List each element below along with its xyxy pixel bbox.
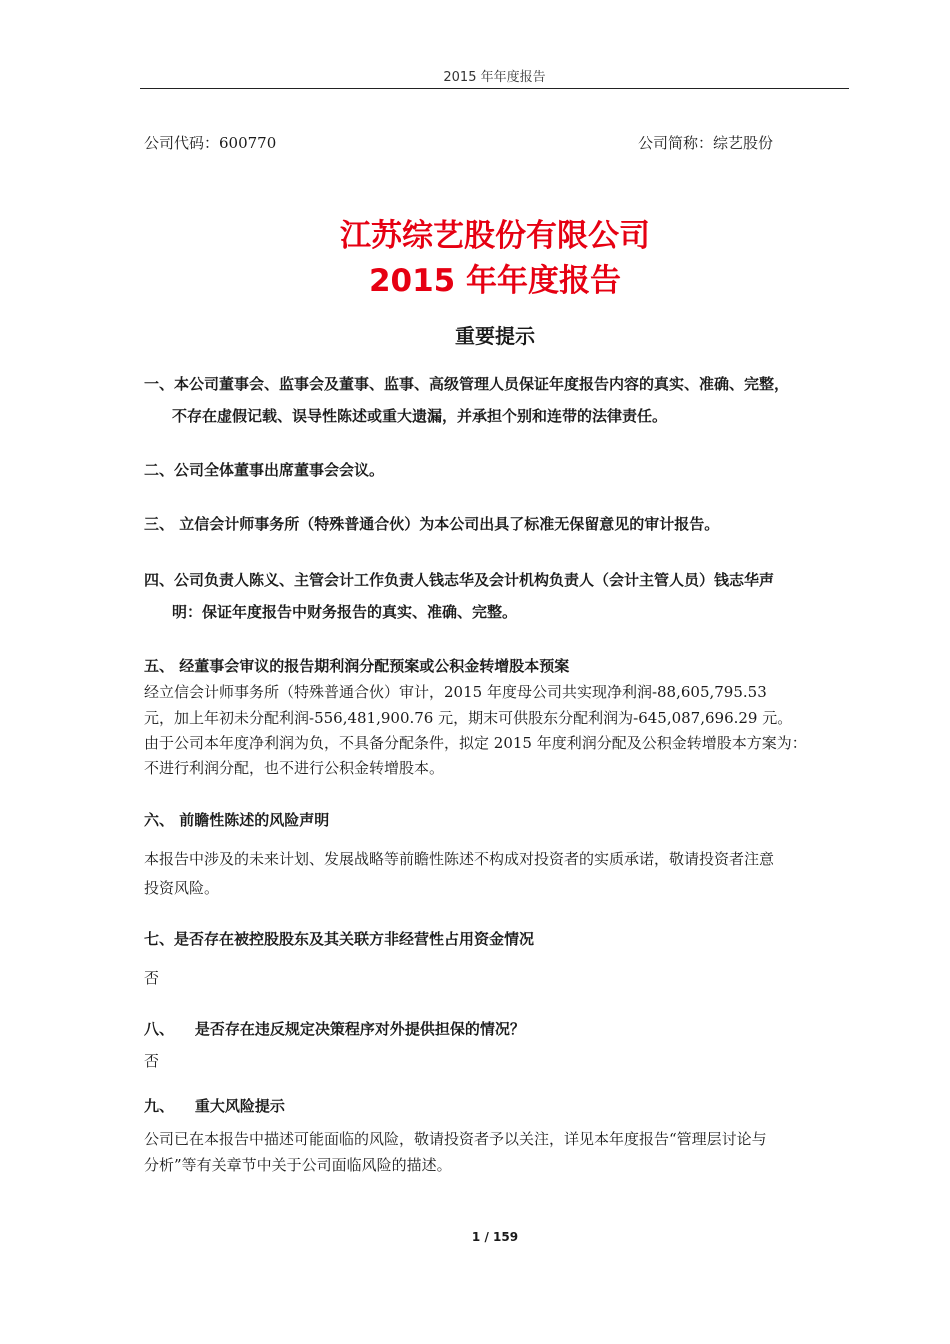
item-4-line-1: 四、公司负责人陈义、主管会计工作负责人钱志华及会计机构负责人（会计主管人员）钱志华声	[144, 571, 775, 589]
item-3: 三、 立信会计师事务所（特殊普通合伙）为本公司出具了标准无保留意见的审计报告。	[144, 515, 720, 533]
item-1-line-1: 一、本公司董事会、监事会及董事、监事、高级管理人员保证年度报告内容的真实、准确、完整，	[144, 375, 790, 393]
header-rule	[140, 88, 849, 89]
item-5-para-line-2: 元，加上年初未分配利润-556,481,900.76 元，期末可供股东分配利润为-645,087,696.29 元。	[144, 709, 793, 727]
item-9-title: 九、 重大风险提示	[144, 1097, 285, 1115]
item-5-para-line-3: 由于公司本年度净利润为负，不具备分配条件，拟定 2015 年度利润分配及公积金转增股本方案为：	[144, 734, 807, 752]
report-title-company: 江苏综艺股份有限公司	[340, 218, 650, 254]
report-title-year: 2015 年年度报告	[368, 263, 622, 299]
item-9-para-line-2: 分析”等有关章节中关于公司面临风险的描述。	[144, 1156, 452, 1174]
item-7-title: 七、是否存在被控股股东及其关联方非经营性占用资金情况	[144, 930, 535, 948]
item-6-para-line-1: 本报告中涉及的未来计划、发展战略等前瞻性陈述不构成对投资者的实质承诺，敬请投资者注意	[144, 850, 775, 868]
item-5-title: 五、 经董事会审议的报告期利润分配预案或公积金转增股本预案	[144, 657, 570, 675]
company-abbr: 公司简称：综艺股份	[638, 134, 774, 152]
item-1-line-2: 不存在虚假记载、误导性陈述或重大遗漏，并承担个别和连带的法律责任。	[172, 407, 668, 425]
item-7-answer: 否	[144, 969, 160, 987]
important-notice-heading: 重要提示	[455, 324, 535, 348]
item-4-line-2: 明：保证年度报告中财务报告的真实、准确、完整。	[172, 603, 518, 621]
item-5-para-line-4: 不进行利润分配，也不进行公积金转增股本。	[144, 759, 445, 777]
item-8-title: 八、 是否存在违反规定决策程序对外提供担保的情况？	[144, 1020, 525, 1038]
company-code: 公司代码：600770	[144, 134, 277, 152]
item-6-para-line-2: 投资风险。	[144, 879, 220, 897]
item-9-para-line-1: 公司已在本报告中描述可能面临的风险，敬请投资者予以关注，详见本年度报告“管理层讨论与	[144, 1130, 767, 1148]
item-6-title: 六、 前瞻性陈述的风险声明	[144, 811, 330, 829]
page-number: 1 / 159	[471, 1230, 519, 1244]
item-2: 二、公司全体董事出席董事会会议。	[144, 461, 385, 479]
item-8-answer: 否	[144, 1052, 160, 1070]
item-5-para-line-1: 经立信会计师事务所（特殊普通合伙）审计，2015 年度母公司共实现净利润-88,605,795.53	[144, 683, 767, 701]
running-header: 2015 年年度报告	[443, 70, 546, 85]
